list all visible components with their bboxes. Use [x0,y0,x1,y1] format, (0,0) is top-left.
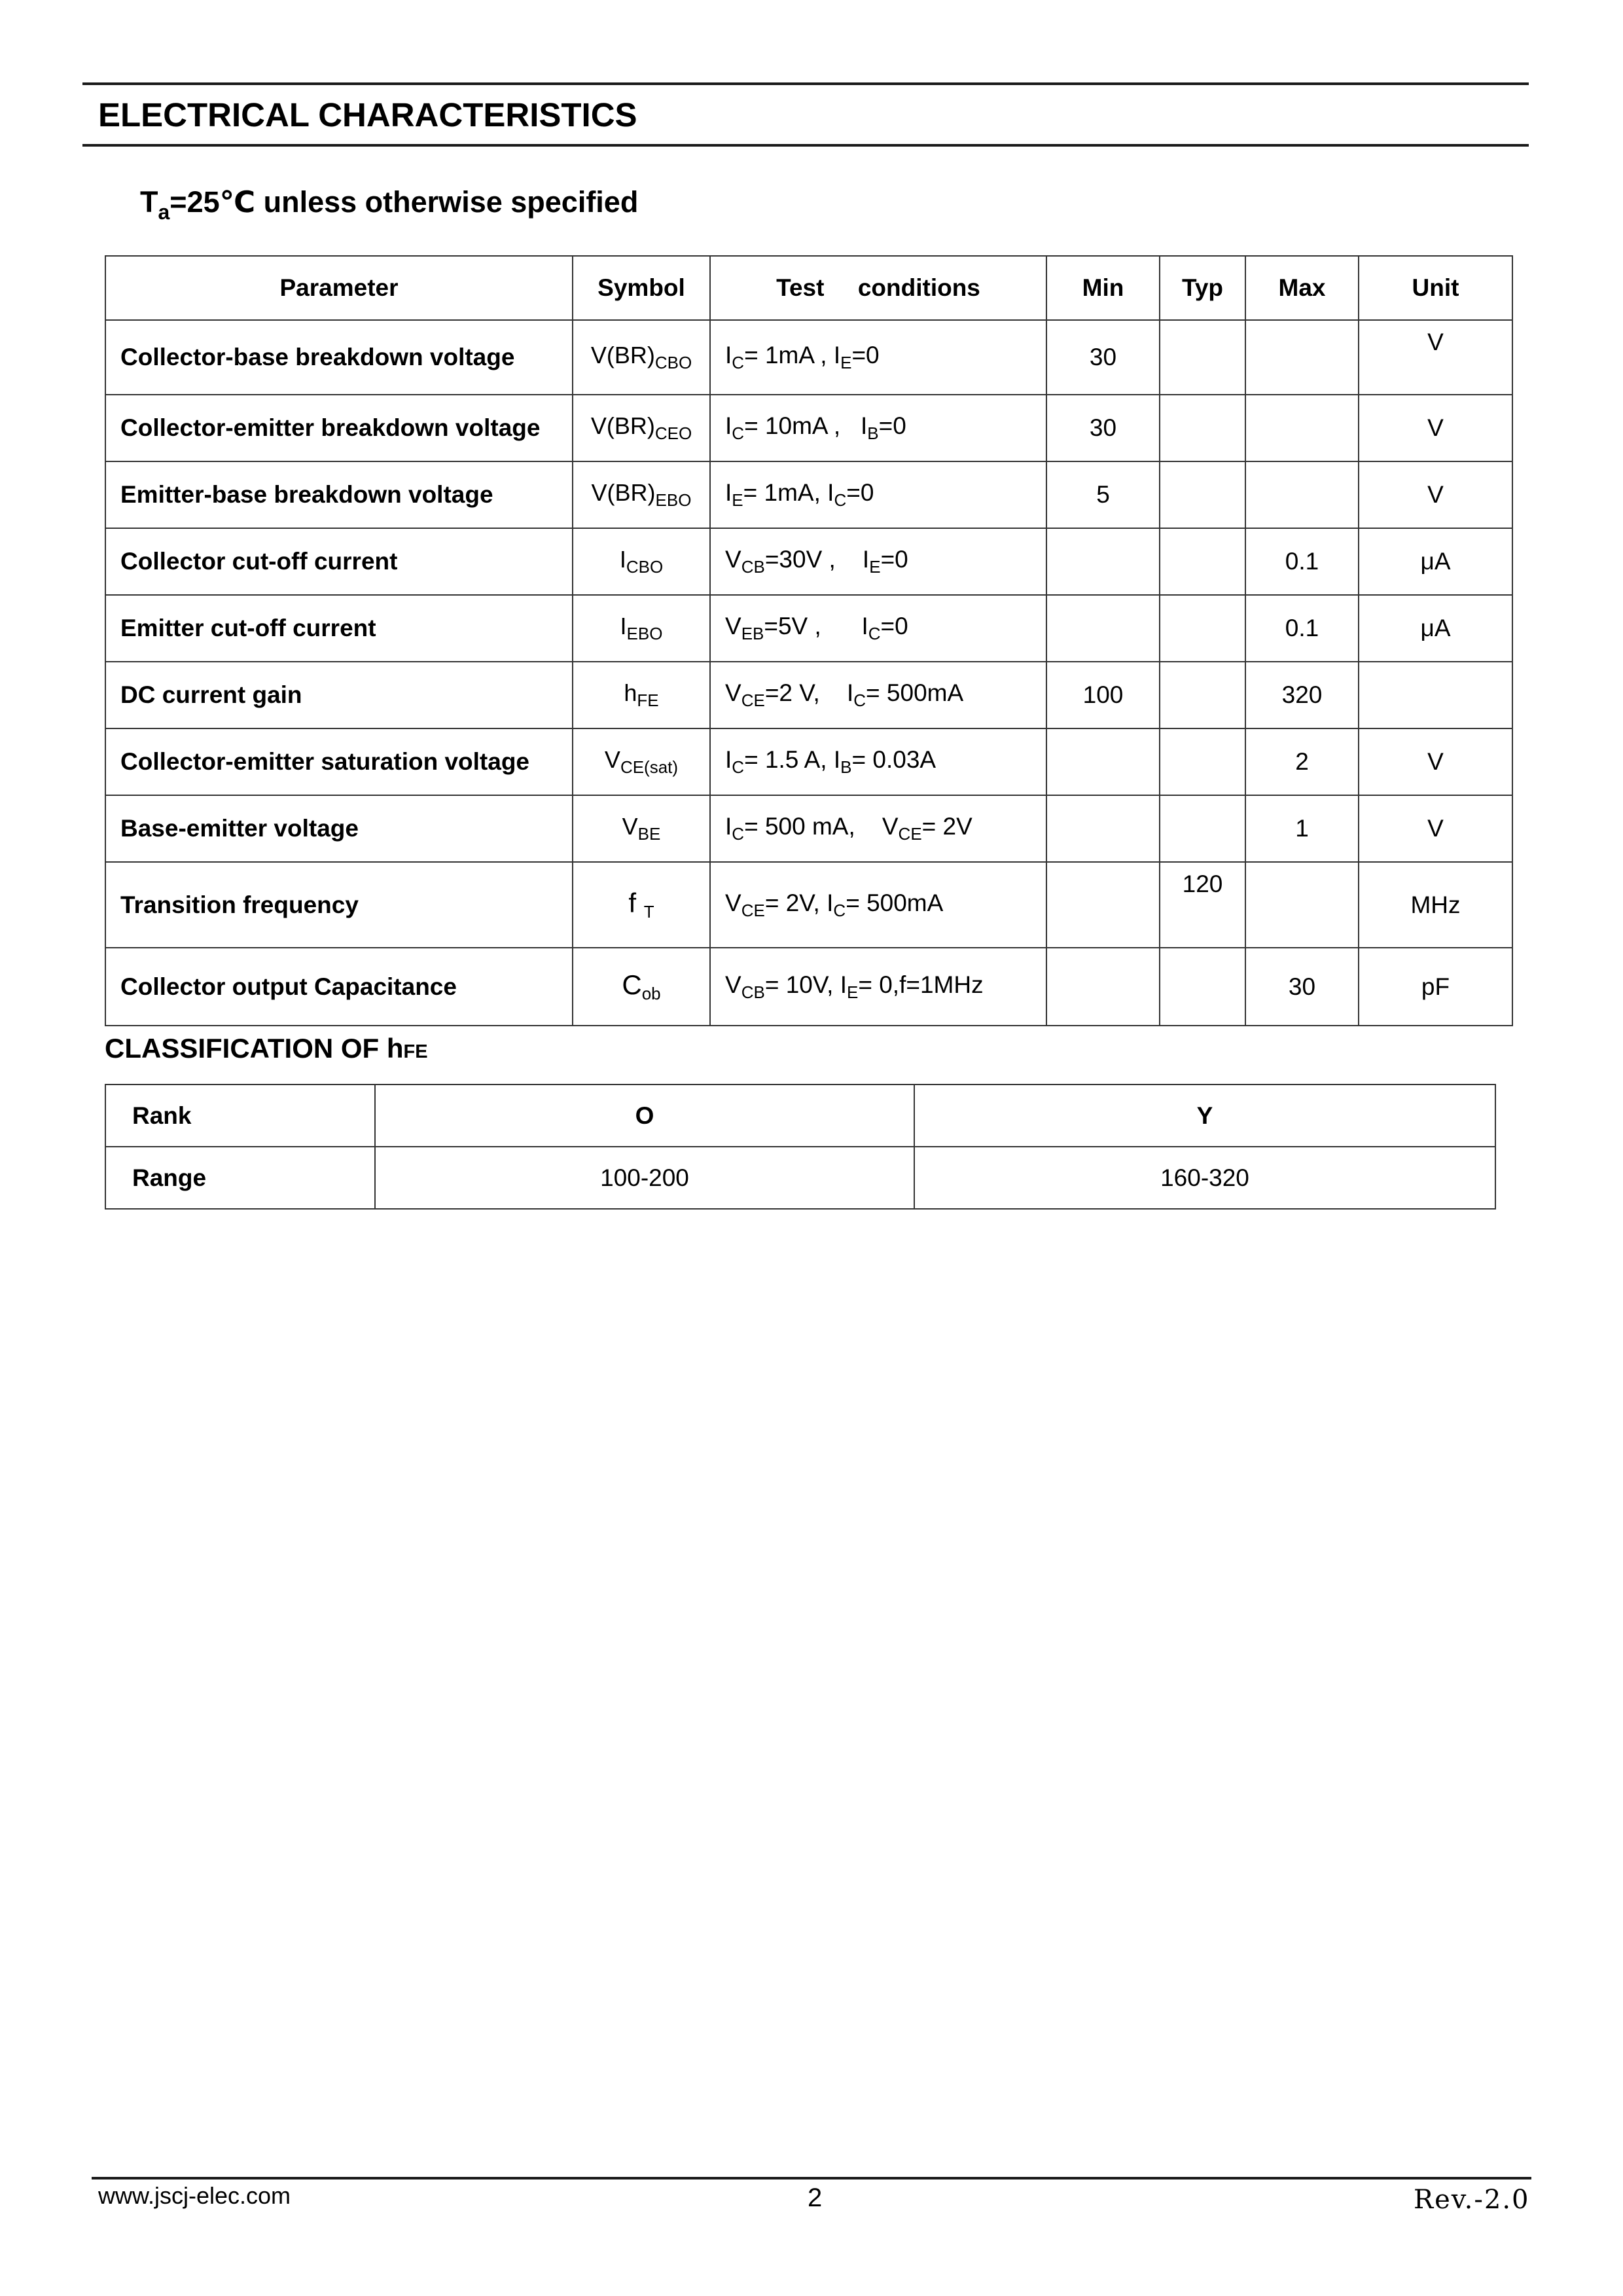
symbol-base: V(BR) [591,479,656,507]
symbol-subscript: CEO [654,423,692,443]
top-rule-lower [82,144,1529,147]
electrical-characteristics-table [105,255,1513,1026]
cell-test-conditions [710,795,1046,862]
condition-text: I [725,342,732,369]
cell-parameter: DC current gain [105,662,573,728]
cell-unit: V [1359,795,1512,862]
cell-unit: pF [1359,948,1512,1026]
top-rule-upper [82,82,1529,85]
header-min: Min [1046,256,1160,320]
cell-test-conditions [710,662,1046,728]
condition-subscript: E [840,352,852,372]
table-row [105,320,1512,395]
cell-symbol [573,662,710,728]
symbol-subscript: BE [637,823,661,844]
cell-unit: V [1359,395,1512,461]
symbol-subscript: T [643,901,654,922]
condition-subscript: C [732,823,745,844]
symbol-base: V(BR) [590,412,655,440]
cell-parameter: Transition frequency [105,862,573,948]
cell-max: 1 [1245,795,1359,862]
condition-subscript: E [869,556,881,577]
cell-min [1046,595,1160,662]
cell-max: 0.1 [1245,528,1359,595]
footer-website: www.jscj-elec.com [98,2182,291,2209]
cell-min: 30 [1046,320,1160,395]
footer-rule [92,2177,1531,2179]
cell-test-conditions [710,948,1046,1026]
header-typ: Typ [1160,256,1245,320]
condition-subscript: CB [741,982,765,1002]
condition-subscript: C [834,490,847,510]
symbol-base: h [624,679,637,707]
symbol-subscript: CE(sat) [620,757,679,777]
symbol-subscript: CBO [626,556,664,577]
symbol-subscript: CBO [654,352,692,372]
table-row [105,461,1512,528]
condition-subscript: EB [741,623,764,643]
condition-subscript: C [732,352,745,372]
cell-max [1245,395,1359,461]
symbol-base: f [628,888,644,919]
condition-text: =0 [880,613,908,640]
symbol-subscript: FE [637,690,659,710]
cell-typ [1160,528,1245,595]
condition-text: = 1mA , I [744,342,841,369]
condition-subscript: B [840,757,852,777]
cell-min [1046,728,1160,795]
table-row [105,795,1512,862]
rank-y: Y [914,1085,1495,1147]
page-title: ELECTRICAL CHARACTERISTICS [98,96,637,134]
condition-text: = 1.5 A, I [744,746,841,774]
cell-max: 320 [1245,662,1359,728]
header-symbol: Symbol [573,256,710,320]
cell-unit: V [1359,461,1512,528]
cell-min [1046,948,1160,1026]
cell-min [1046,528,1160,595]
cell-unit [1359,662,1512,728]
header-parameter: Parameter [105,256,573,320]
cell-typ [1160,595,1245,662]
condition-subscript: CE [898,823,922,844]
range-y: 160-320 [914,1147,1495,1209]
cell-parameter: Collector output Capacitance [105,948,573,1026]
cell-test-conditions [710,395,1046,461]
condition-text: I [725,746,732,774]
condition-subscript: C [868,623,881,643]
cell-symbol [573,862,710,948]
condition-text: = 0.03A [851,746,936,774]
symbol-base: I [620,613,627,640]
condition-text: =0 [851,342,880,369]
cell-min [1046,862,1160,948]
cell-parameter: Collector-base breakdown voltage [105,320,573,395]
cell-symbol [573,728,710,795]
table-row [105,862,1512,948]
condition-subscript: C [833,900,846,920]
condition-text: = 1mA, I [743,479,834,507]
condition-text: V [725,889,741,916]
footer-page-number: 2 [808,2183,823,2212]
cell-symbol [573,320,710,395]
cell-parameter: Emitter cut-off current [105,595,573,662]
classification-title: CLASSIFICATION OF hFE [105,1033,428,1064]
cell-max: 30 [1245,948,1359,1026]
table-row [105,662,1512,728]
cell-parameter: Collector-emitter breakdown voltage [105,395,573,461]
symbol-subscript: EBO [655,490,692,510]
cell-parameter: Collector cut-off current [105,528,573,595]
cell-parameter: Base-emitter voltage [105,795,573,862]
cell-parameter: Collector-emitter saturation voltage [105,728,573,795]
condition-text: = 2V [921,813,972,840]
condition-subscript: E [846,982,859,1002]
cell-unit: V [1359,728,1512,795]
cell-max [1245,862,1359,948]
cell-unit: V [1359,320,1512,395]
rank-o: O [375,1085,914,1147]
header-max: Max [1245,256,1359,320]
table-row [105,395,1512,461]
condition-text: V [725,546,741,573]
cell-symbol [573,528,710,595]
table-row [105,528,1512,595]
symbol-subscript: ob [641,983,661,1003]
cell-min [1046,795,1160,862]
cell-unit: μA [1359,595,1512,662]
range-label: Range [105,1147,375,1209]
table-row [105,948,1512,1026]
table-row [105,595,1512,662]
symbol-base: I [619,546,626,573]
cell-typ [1160,795,1245,862]
range-row [105,1147,1495,1209]
condition-subscript: C [732,423,745,443]
cell-unit: MHz [1359,862,1512,948]
condition-text: = 2V, I [764,889,834,916]
header-test-conditions: Test conditions [710,256,1046,320]
cell-max [1245,461,1359,528]
symbol-base: V [604,746,620,774]
condition-subscript: E [732,490,743,510]
condition-text: =30V , I [764,546,870,573]
cell-max: 2 [1245,728,1359,795]
condition-text: = 500 mA, V [744,813,899,840]
condition-text: V [725,679,741,707]
condition-subscript: B [867,423,879,443]
symbol-base: C [622,969,642,1001]
symbol-base: V(BR) [590,342,655,369]
condition-text: I [725,412,732,440]
cell-symbol [573,795,710,862]
cell-test-conditions [710,320,1046,395]
symbol-subscript: EBO [626,623,663,643]
condition-text: =0 [846,479,874,507]
cell-test-conditions [710,528,1046,595]
cell-max: 0.1 [1245,595,1359,662]
table-header-row [105,256,1512,320]
cell-typ: 120 [1160,862,1245,948]
condition-text: =0 [878,412,906,440]
condition-text: = 0,f=1MHz [858,971,984,998]
cell-parameter: Emitter-base breakdown voltage [105,461,573,528]
condition-subscript: CE [741,900,765,920]
test-conditions-note: $T_a=25℃$ unless otherwise specified [140,185,639,224]
condition-text: I [725,479,732,507]
cell-test-conditions [710,461,1046,528]
condition-text: = 500mA [866,679,964,707]
cell-symbol [573,948,710,1026]
cell-typ [1160,395,1245,461]
cell-min: 100 [1046,662,1160,728]
rank-row [105,1085,1495,1147]
condition-text: V [725,613,741,640]
cell-typ [1160,662,1245,728]
cell-max [1245,320,1359,395]
condition-subscript: C [732,757,745,777]
condition-subscript: C [853,690,866,710]
condition-subscript: CE [741,690,765,710]
cell-unit: μA [1359,528,1512,595]
table-row [105,728,1512,795]
condition-text: = 10mA , I [744,412,868,440]
classification-table [105,1084,1496,1210]
cell-symbol [573,461,710,528]
symbol-base: V [622,813,638,840]
range-o: 100-200 [375,1147,914,1209]
footer-revision: Rev.-2.0 [1414,2185,1530,2215]
cell-symbol [573,595,710,662]
cell-test-conditions [710,728,1046,795]
rank-label: Rank [105,1085,375,1147]
condition-text: = 10V, I [764,971,847,998]
cell-typ [1160,320,1245,395]
condition-text: =2 V, I [764,679,854,707]
cell-test-conditions [710,862,1046,948]
cell-min: 30 [1046,395,1160,461]
cell-symbol [573,395,710,461]
condition-text: V [725,971,741,998]
condition-text: = 500mA [846,889,944,916]
condition-text: =5V , I [764,613,868,640]
header-unit: Unit [1359,256,1512,320]
condition-text: =0 [880,546,908,573]
cell-typ [1160,728,1245,795]
cell-min: 5 [1046,461,1160,528]
cell-typ [1160,461,1245,528]
cell-test-conditions [710,595,1046,662]
condition-subscript: CB [741,556,765,577]
condition-text: I [725,813,732,840]
cell-typ [1160,948,1245,1026]
